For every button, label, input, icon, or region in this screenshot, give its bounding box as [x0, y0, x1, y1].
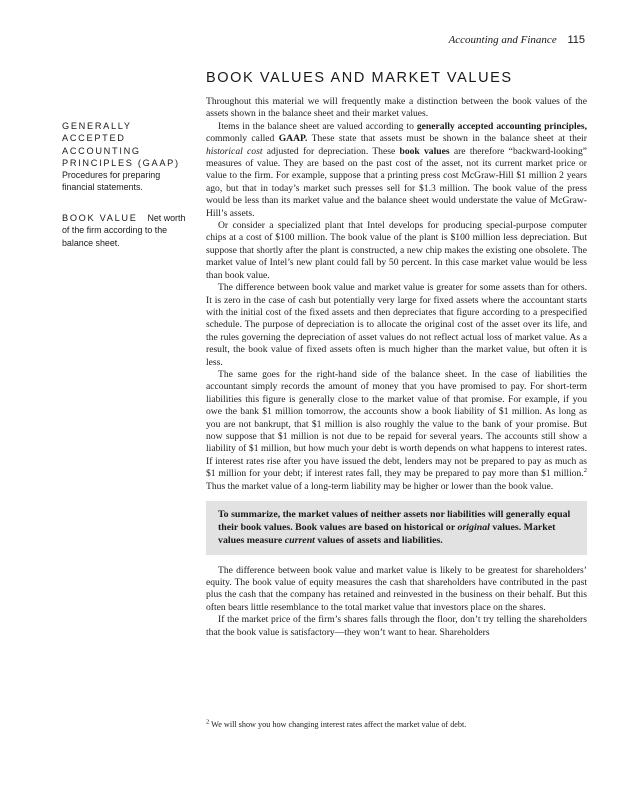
key-term: book values: [399, 145, 450, 157]
margin-term: BOOK VALUE: [62, 213, 138, 223]
paragraph: Or consider a specialized plant that Intel develops for producing special-purpose computer chips at a cost of $100 million. The book value of the plant is $100 million less depreciation. But suppose that shortly after the plant is constructed, a new chip makes the existing one obsolete. The market value of Intel’s new plant could fall by 50 percent. In this case market value would be less than book value.: [206, 220, 587, 281]
summary-text: To summarize, the market values of neither assets nor liabilities will generally equal their book values. Book values are based on historical or original values. Market values measure current values of assets and liabilities.: [218, 509, 571, 547]
paragraph: Items in the balance sheet are valued according to generally accepted accounting principles, commonly called GAAP. These state that assets must be shown in the balance sheet at their historical cost adjusted for depreciation. These book values are therefore “backward-looking” measures of value. They are based on the past cost of the asset, not its current market price or value to the firm. For example, suppose that a printing press cost McGraw-Hill $1 million 2 years ago, but that in today’s market such presses sell for $1.3 million. The book value of the press would be less than its market value and the balance sheet would understate the value of McGraw-Hill’s assets.: [206, 120, 588, 219]
footnote-reference: 2: [583, 467, 587, 474]
paragraph: If the market price of the firm’s shares falls through the floor, don’t try telling the shareholders that the book value is satisfactory—they won’t want to hear. Shareholders: [206, 614, 587, 638]
paragraph: Throughout this material we will frequently make a distinction between the book values of the assets shown in the balance sheet and their market values.: [206, 96, 587, 120]
summary-box: [206, 501, 587, 555]
footnote-text: We will show you how changing interest rates affect the market value of debt.: [209, 720, 467, 729]
page-number: 115: [567, 34, 585, 46]
paragraph: The difference between book value and market value is greater for some assets than for others. It is zero in the case of cash but potentially very large for fixed assets where the accountant starts with the initial cost of the fixed assets and then depreciates that figure according to a prespecified schedule. The purpose of depreciation is to allocate the original cost of the asset over its life, and the rules governing the depreciation of asset values do not reflect actual loss of market value. As a result, the book value of fixed assets often is much higher than the market value, but often it is less.: [206, 282, 587, 368]
running-header: [449, 34, 585, 46]
running-header-title: Accounting and Finance: [448, 34, 557, 46]
margin-definition-gaap: [62, 120, 194, 194]
paragraph: The same goes for the right-hand side of the balance sheet. In the case of liabilities the accountant simply records the amount of money that you have promised to pay. For short-term liabilities this figure is generally close to the market value of that promise. For example, if you owe the bank $1 million tomorrow, the accounts show a book liability of $1 million. As long as you are not bankrupt, that $1 million is also roughly the value to the bank of your promise. But now suppose that $1 million is not due to be repaid for several years. The accounts still show a liability of $1 million, but how much your debt is worth depends on what happens to interest rates. If interest rates rise after you have issued the debt, lenders may not be prepared to pay as much as $1 million for your debt; if interest rates fall, they may be prepared to pay more than $1 million.$^2$ Thus the market value of a long-term liability may be higher or lower than the book value.: [206, 368, 587, 492]
margin-definition: Net worth of the firm according to the balance sheet.: [62, 213, 186, 248]
body-text: [206, 96, 587, 639]
key-term: GAAP.: [278, 133, 308, 145]
footnote: [206, 720, 587, 729]
margin-definition-book-value: [62, 212, 194, 249]
margin-term: GENERALLY ACCEPTED ACCOUNTING PRINCIPLES (GAAP): [62, 121, 180, 168]
emphasis: historical cost: [206, 145, 263, 157]
section-title: BOOK VALUES AND MARKET VALUES: [206, 70, 513, 86]
key-term: generally accepted accounting principles,: [416, 120, 587, 132]
margin-definition: Procedures for preparing financial statements.: [62, 170, 161, 193]
paragraph: The difference between book value and market value is likely to be greatest for shareholders’ equity. The book value of equity measures the cash that shareholders have contributed in the past plus the cash that the company has retained and reinvested in the business on their behalf. But this often bears little resemblance to the total market value that investors place on the shares.: [206, 564, 587, 613]
footnote-mark: 2: [206, 718, 210, 726]
